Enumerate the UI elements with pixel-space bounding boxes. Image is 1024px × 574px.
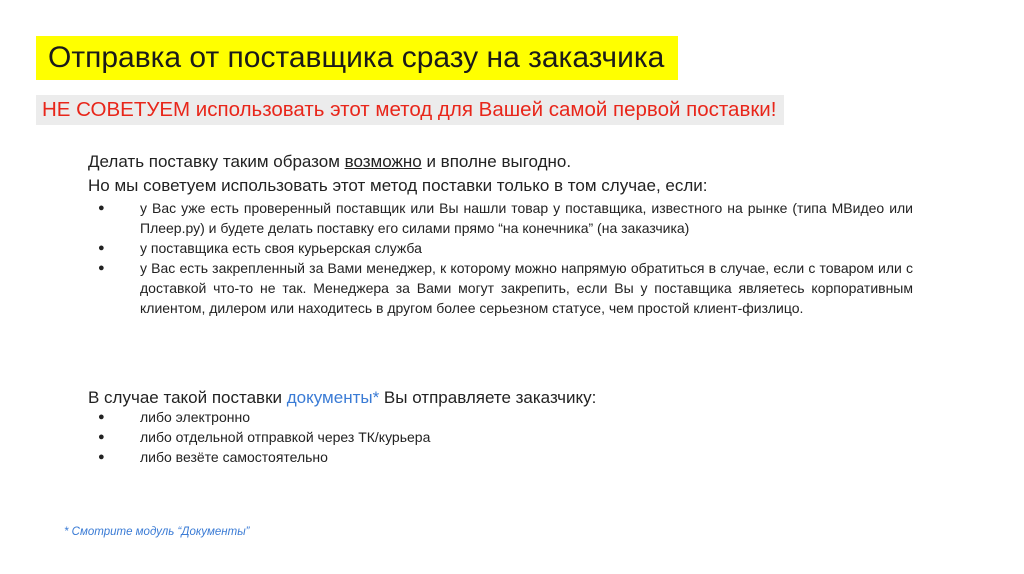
bullet-icon: ● (98, 262, 105, 274)
warning-banner: НЕ СОВЕТУЕМ использовать этот метод для Вашей самой первой поставки! (36, 95, 784, 125)
list-item (98, 427, 913, 447)
document-option-text: либо отдельной отправкой через ТК/курьера (140, 429, 431, 445)
intro-line-1 (88, 152, 571, 172)
footnote: * Смотрите модуль “Документы” (64, 526, 250, 538)
condition-text: у поставщика есть своя курьерская служба (140, 240, 422, 256)
bullet-icon: ● (98, 202, 105, 214)
documents-line-start: В случае такой поставки (88, 388, 287, 407)
documents-line-end: Вы отправляете заказчику: (379, 388, 597, 407)
bullet-icon: ● (98, 431, 105, 443)
documents-link[interactable]: документы* (286, 388, 380, 407)
intro-line-1-start: Делать поставку таким образом (88, 152, 345, 171)
intro-line-1-underlined: возможно (344, 152, 422, 171)
bullet-icon: ● (98, 411, 105, 423)
list-item (98, 407, 913, 427)
conditions-list (98, 198, 913, 318)
document-option-text: либо электронно (140, 409, 250, 425)
slide-title: Отправка от поставщика сразу на заказчика (36, 36, 678, 80)
condition-text: у Вас уже есть проверенный поставщик или Вы нашли товар у поставщика, известного на рынке (типа МВидео или Плеер.ру) и будете делать поставку его силами прямо “на конечника” (на заказчика) (140, 200, 913, 236)
document-options-list (98, 407, 913, 467)
bullet-icon: ● (98, 451, 105, 463)
documents-line (88, 388, 596, 408)
list-item (98, 447, 913, 467)
list-item (98, 238, 913, 258)
document-option-text: либо везёте самостоятельно (140, 449, 328, 465)
bullet-icon: ● (98, 242, 105, 254)
list-item (98, 258, 913, 318)
list-item (98, 198, 913, 238)
intro-line-2: Но мы советуем использовать этот метод поставки только в том случае, если: (88, 176, 708, 195)
intro-line-1-end: и вполне выгодно. (421, 152, 572, 171)
condition-text: у Вас есть закрепленный за Вами менеджер, к которому можно напрямую обратиться в случае, если с товаром или с доставкой что-то не так. Менеджера за Вами могут закрепить, если Вы у поставщика являетесь корпоративным клиентом, дилером или находитесь в другом более серьезном статусе, чем простой клиент-физлицо. (140, 260, 913, 316)
